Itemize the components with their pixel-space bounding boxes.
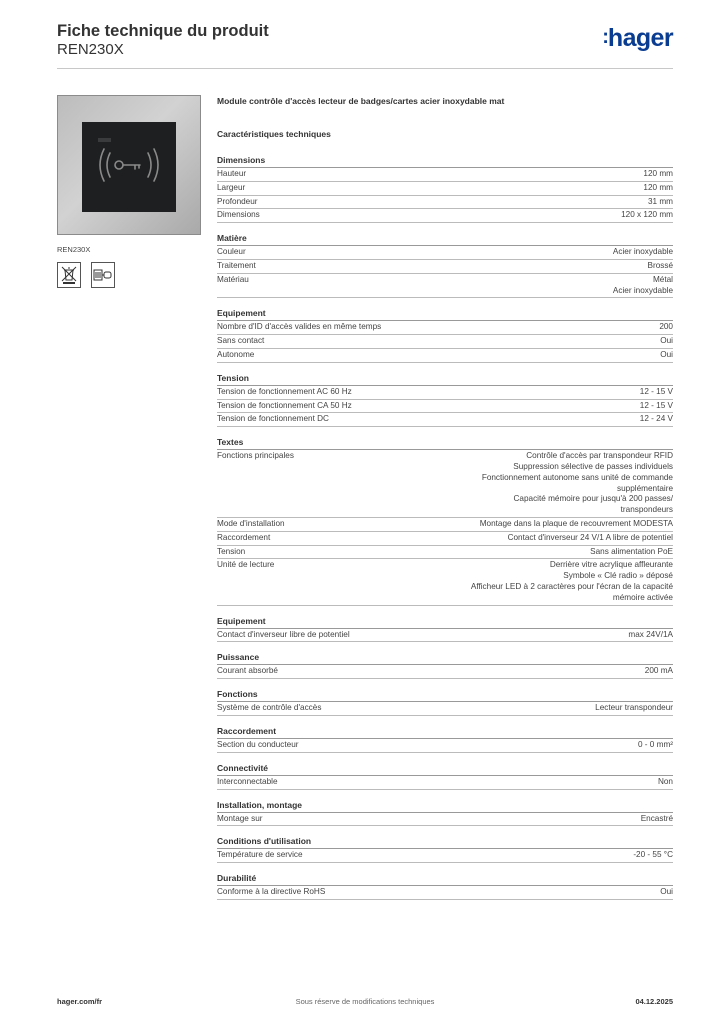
spec-label: Tension de fonctionnement DC: [217, 414, 329, 424]
spec-value-line: 12 - 15 V: [639, 400, 673, 410]
product-reference: REN230X: [57, 41, 124, 58]
spec-value-line: max 24V/1A: [628, 629, 673, 639]
footer-date: 04.12.2025: [635, 997, 673, 1006]
spec-value-line: 31 mm: [647, 196, 673, 206]
spec-label: Dimensions: [217, 210, 260, 220]
spec-section-title: Durabilité: [217, 873, 673, 886]
reader-panel: [82, 122, 176, 212]
spec-value-line: -20 - 55 °C: [633, 850, 673, 860]
spec-row: [217, 559, 673, 605]
spec-row: [217, 532, 673, 546]
spec-section: [217, 689, 673, 716]
spec-row: [217, 168, 673, 182]
spec-section-title: Connectivité: [217, 763, 673, 776]
spec-label: Couleur: [217, 247, 246, 257]
spec-section: [217, 437, 673, 605]
spec-value: [660, 887, 673, 898]
spec-label: Matériau: [217, 274, 249, 284]
spec-section-title: Dimensions: [217, 155, 673, 168]
spec-section: [217, 616, 673, 643]
spec-value: [658, 777, 673, 788]
spec-value-line: Sans alimentation PoE: [590, 546, 673, 556]
spec-value-line: 12 - 15 V: [639, 386, 673, 396]
spec-value: [508, 533, 673, 544]
spec-value-line: Acier inoxydable: [612, 247, 673, 257]
spec-section-title: Textes: [217, 437, 673, 450]
spec-row: [217, 702, 673, 716]
spec-value-line: 0 - 0 mm²: [637, 739, 673, 749]
spec-value-line: Acier inoxydable: [612, 285, 673, 295]
spec-label: Fonctions principales: [217, 451, 294, 461]
spec-value-line: Derrière vitre acrylique affleurante: [549, 560, 673, 570]
spec-label: Tension de fonctionnement CA 50 Hz: [217, 400, 352, 410]
spec-label: Raccordement: [217, 532, 271, 542]
spec-row: [217, 629, 673, 643]
spec-value: [633, 850, 673, 861]
spec-value: [643, 169, 673, 180]
spec-row: [217, 813, 673, 827]
din-rail-module-icon: [91, 262, 115, 288]
spec-section-title: Equipement: [217, 616, 673, 629]
spec-row: [217, 260, 673, 274]
product-sidebar: [57, 95, 202, 288]
spec-label: Tension de fonctionnement AC 60 Hz: [217, 386, 352, 396]
spec-value-line: Lecteur transpondeur: [595, 703, 673, 713]
spec-value-line: 120 mm: [643, 169, 673, 178]
spec-section-title: Installation, montage: [217, 800, 673, 813]
spec-label: Contact d'inverseur libre de potentiel: [217, 629, 350, 639]
footer-disclaimer: Sous réserve de modifications techniques: [295, 997, 435, 1006]
spec-label: Température de service: [217, 850, 303, 860]
spec-value: [595, 703, 673, 714]
logo-text: hager: [607, 24, 673, 52]
spec-row: [217, 413, 673, 427]
spec-value: [590, 547, 673, 558]
spec-value-line: Capacité mémoire pour jusqu'à 200 passes/: [513, 494, 673, 504]
page-title: Fiche technique du produit: [57, 22, 269, 40]
spec-row: [217, 450, 673, 518]
spec-value: [613, 275, 673, 297]
spec-value: [471, 560, 673, 603]
spec-label: Nombre d'ID d'accès valides en même temps: [217, 322, 382, 332]
spec-row: [217, 246, 673, 260]
spec-value-line: 120 mm: [643, 182, 673, 192]
spec-row: [217, 386, 673, 400]
spec-section: [217, 233, 673, 298]
spec-value-line: Non: [657, 776, 673, 786]
spec-row: [217, 321, 673, 335]
product-description: Module contrôle d'accès lecteur de badges/cartes acier inoxydable mat: [217, 96, 505, 106]
spec-value: [640, 414, 673, 425]
spec-row: [217, 182, 673, 196]
footer-website-link[interactable]: hager.com/fr: [57, 997, 103, 1006]
spec-value: [621, 210, 673, 221]
spec-value: [648, 261, 673, 272]
characteristics-heading: Caractéristiques techniques: [217, 129, 331, 139]
page-header: [57, 18, 673, 69]
spec-value-line: Suppression sélective de passes individuels: [513, 461, 673, 471]
spec-label: Conforme à la directive RoHS: [217, 887, 326, 897]
spec-label: Unité de lecture: [217, 560, 275, 570]
spec-row: [217, 776, 673, 790]
spec-row: [217, 274, 673, 299]
spec-row: [217, 400, 673, 414]
spec-value-line: 200: [659, 322, 673, 332]
spec-row: [217, 518, 673, 532]
spec-row: [217, 849, 673, 863]
spec-value-line: transpondeurs: [620, 505, 673, 515]
spec-label: Sans contact: [217, 336, 265, 346]
spec-section-title: Tension: [217, 373, 673, 386]
spec-value: [648, 197, 673, 208]
spec-label: Traitement: [217, 260, 256, 270]
spec-value: [660, 350, 673, 361]
spec-label: Hauteur: [217, 169, 247, 178]
spec-value-line: Oui: [660, 336, 673, 346]
spec-section-title: Fonctions: [217, 689, 673, 702]
spec-value-line: 120 x 120 mm: [621, 210, 673, 220]
spec-value-line: Contrôle d'accès par transpondeur RFID: [526, 451, 673, 461]
spec-row: [217, 665, 673, 679]
spec-value: [628, 630, 673, 641]
spec-label: Système de contrôle d'accès: [217, 703, 322, 713]
certification-icons: [57, 262, 202, 288]
spec-section: [217, 308, 673, 362]
spec-section: [217, 800, 673, 827]
spec-label: Courant absorbé: [217, 666, 278, 676]
spec-value-line: 12 - 24 V: [639, 414, 673, 424]
spec-label: Section du conducteur: [217, 739, 299, 749]
spec-row: [217, 335, 673, 349]
spec-value-line: Oui: [660, 349, 673, 359]
spec-value-line: Brossé: [647, 260, 673, 270]
spec-row: [217, 886, 673, 900]
spec-value-line: Contact d'inverseur 24 V/1 A libre de potentiel: [507, 532, 673, 542]
spec-section-title: Puissance: [217, 652, 673, 665]
product-specifications: [217, 96, 673, 910]
spec-row: [217, 196, 673, 210]
spec-value: [480, 519, 673, 530]
spec-value-line: Encastré: [640, 813, 673, 823]
product-image-caption: REN230X: [57, 245, 91, 254]
spec-label: Tension: [217, 546, 246, 556]
spec-value: [640, 387, 673, 398]
spec-section: [217, 652, 673, 679]
spec-value-line: Oui: [660, 887, 673, 897]
spec-value-line: Montage dans la plaque de recouvrement MODESTA: [479, 518, 673, 528]
spec-value: [641, 814, 673, 825]
hager-logo[interactable]: [602, 24, 673, 53]
weee-crossed-bin-icon: [57, 262, 81, 288]
spec-row: [217, 349, 673, 363]
spec-row: [217, 739, 673, 753]
spec-label: Profondeur: [217, 196, 258, 206]
spec-label: Montage sur: [217, 813, 263, 823]
spec-value: [659, 322, 673, 333]
spec-value: [638, 740, 673, 751]
spec-value: [660, 336, 673, 347]
spec-value: [640, 401, 673, 412]
spec-value-line: Afficheur LED à 2 caractères pour l'écran de la capacité: [470, 581, 673, 591]
spec-value-line: mémoire activée: [612, 592, 673, 602]
spec-value-line: 200 mA: [644, 666, 673, 676]
spec-section: [217, 373, 673, 427]
spec-section-title: Conditions d'utilisation: [217, 836, 673, 849]
spec-label: Largeur: [217, 182, 246, 192]
logo-dots: :: [602, 26, 608, 48]
radio-key-icon: [82, 122, 176, 212]
spec-value-line: Fonctionnement autonome sans unité de commande: [481, 472, 673, 482]
spec-section: [217, 763, 673, 790]
product-image: [57, 95, 201, 235]
spec-label: Interconnectable: [217, 776, 278, 786]
spec-value-line: supplémentaire: [617, 483, 673, 493]
spec-value-line: Symbole « Clé radio » déposé: [563, 571, 673, 581]
spec-row: [217, 209, 673, 223]
spec-section: [217, 726, 673, 753]
spec-value: [482, 451, 673, 516]
spec-value-line: Métal: [652, 274, 673, 284]
spec-sections: [217, 155, 673, 900]
spec-value: [645, 666, 673, 677]
spec-row: [217, 546, 673, 560]
spec-section-title: Raccordement: [217, 726, 673, 739]
spec-section: [217, 155, 673, 223]
spec-label: Autonome: [217, 349, 255, 359]
spec-label: Mode d'installation: [217, 518, 285, 528]
spec-value: [613, 247, 673, 258]
spec-section-title: Equipement: [217, 308, 673, 321]
spec-section-title: Matière: [217, 233, 673, 246]
spec-value: [643, 183, 673, 194]
spec-section: [217, 873, 673, 900]
spec-section: [217, 836, 673, 863]
